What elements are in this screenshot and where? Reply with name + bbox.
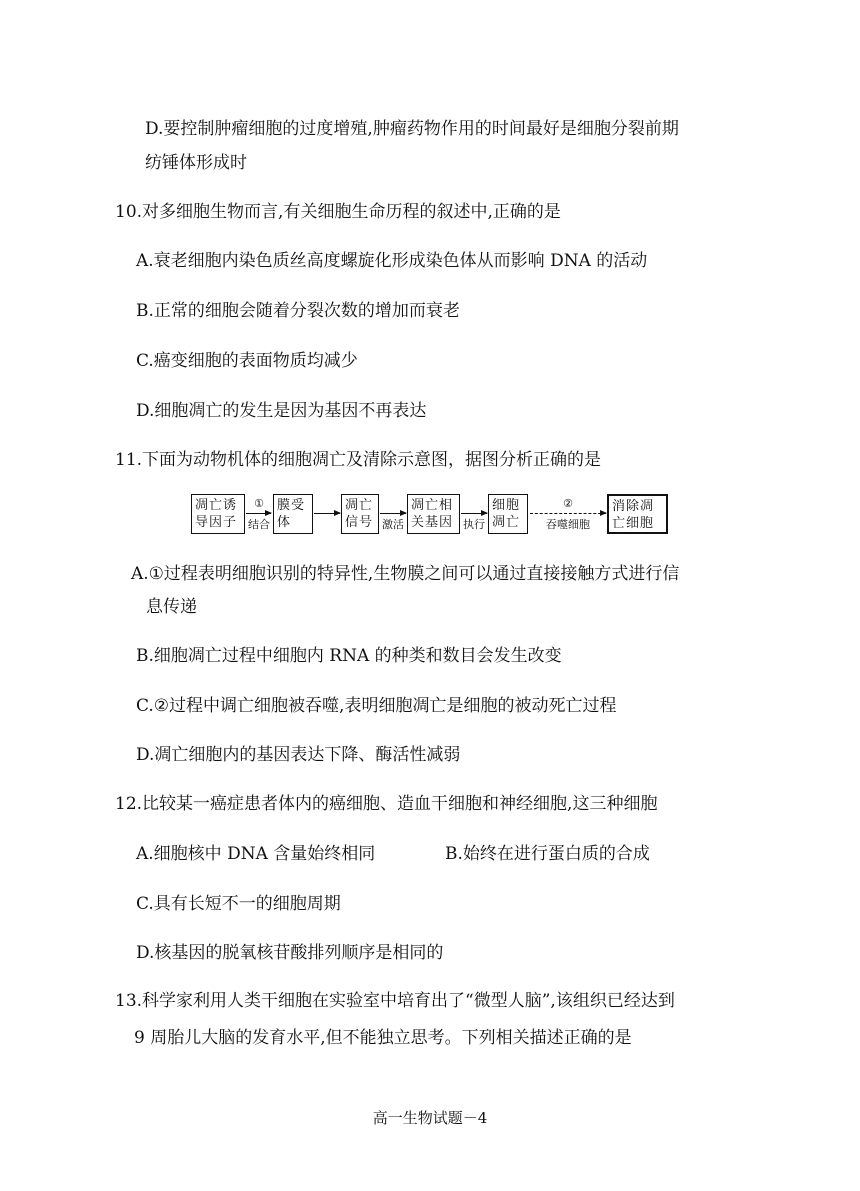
q12-option-d: D.核基因的脱氧核苷酸排列顺序是相同的 xyxy=(136,943,444,963)
flow-box-receptor: 膜受 体 xyxy=(273,494,313,534)
flow-arrow-2 xyxy=(314,513,340,514)
q10-stem: 10.对多细胞生物而言,有关细胞生命历程的叙述中,正确的是 xyxy=(115,202,561,222)
flow-arrow-4 xyxy=(461,513,487,514)
q11-stem: 11.下面为动物机体的细胞凋亡及清除示意图，据图分析正确的是 xyxy=(115,450,602,470)
page-footer: 高一生物试题－4 xyxy=(372,1109,488,1127)
flow-mark-2: ② xyxy=(563,497,573,510)
flow-mark-1: ① xyxy=(254,497,264,510)
flow-box-genes: 凋亡相 关基因 xyxy=(407,494,460,534)
flow-label-activate: 激活 xyxy=(382,518,404,531)
q11-option-d: D.凋亡细胞内的基因表达下降、酶活性减弱 xyxy=(136,745,461,765)
q9-option-d-line2: 纺锤体形成时 xyxy=(145,153,247,173)
q12-stem: 12.比较某一癌症患者体内的癌细胞、造血干细胞和神经细胞,这三种细胞 xyxy=(115,794,658,814)
q13-stem-line2: 9 周胎儿大脑的发育水平,但不能独立思考。下列相关描述正确的是 xyxy=(134,1028,632,1048)
flow-arrow-1 xyxy=(246,513,271,514)
q12-option-b: B.始终在进行蛋白质的合成 xyxy=(445,844,650,864)
q10-option-c: C.癌变细胞的表面物质均减少 xyxy=(136,351,358,371)
q9-option-d-line1: D.要控制肿瘤细胞的过度增殖,肿瘤药物作用的时间最好是细胞分裂前期 xyxy=(145,119,679,139)
q11-option-a-line1: A.①过程表明细胞识别的特异性,生物膜之间可以通过直接接触方式进行信 xyxy=(131,564,680,584)
flow-box-apoptosis: 细胞 凋亡 xyxy=(488,494,528,534)
q12-option-c: C.具有长短不一的细胞周期 xyxy=(136,894,341,914)
q13-stem-line1: 13.科学家利用人类干细胞在实验室中培育出了“微型人脑”,该组织已经达到 xyxy=(115,991,675,1011)
flow-label-phagocyte: 吞噬细胞 xyxy=(546,518,590,531)
flow-box-inducer: 凋亡诱 导因子 xyxy=(191,494,245,534)
flow-arrow-3 xyxy=(380,513,406,514)
q10-option-d: D.细胞凋亡的发生是因为基因不再表达 xyxy=(136,401,427,421)
q12-option-a: A.细胞核中 DNA 含量始终相同 xyxy=(136,844,376,864)
q11-option-a-line2: 息传递 xyxy=(146,597,197,617)
flow-label-bind: 结合 xyxy=(248,518,270,531)
flow-box-signal: 凋亡 信号 xyxy=(341,494,379,534)
q11-option-b: B.细胞凋亡过程中细胞内 RNA 的种类和数目会发生改变 xyxy=(136,646,562,666)
q10-option-a: A.衰老细胞内染色质丝高度螺旋化形成染色体从而影响 DNA 的活动 xyxy=(136,251,648,271)
flow-box-clearance: 消除凋 亡细胞 xyxy=(607,494,668,534)
q11-option-c: C.②过程中调亡细胞被吞噬,表明细胞凋亡是细胞的被动死亡过程 xyxy=(136,696,617,716)
flow-label-execute: 执行 xyxy=(463,518,485,531)
flow-arrow-5 xyxy=(530,513,606,514)
q10-option-b: B.正常的细胞会随着分裂次数的增加而衰老 xyxy=(136,301,460,321)
